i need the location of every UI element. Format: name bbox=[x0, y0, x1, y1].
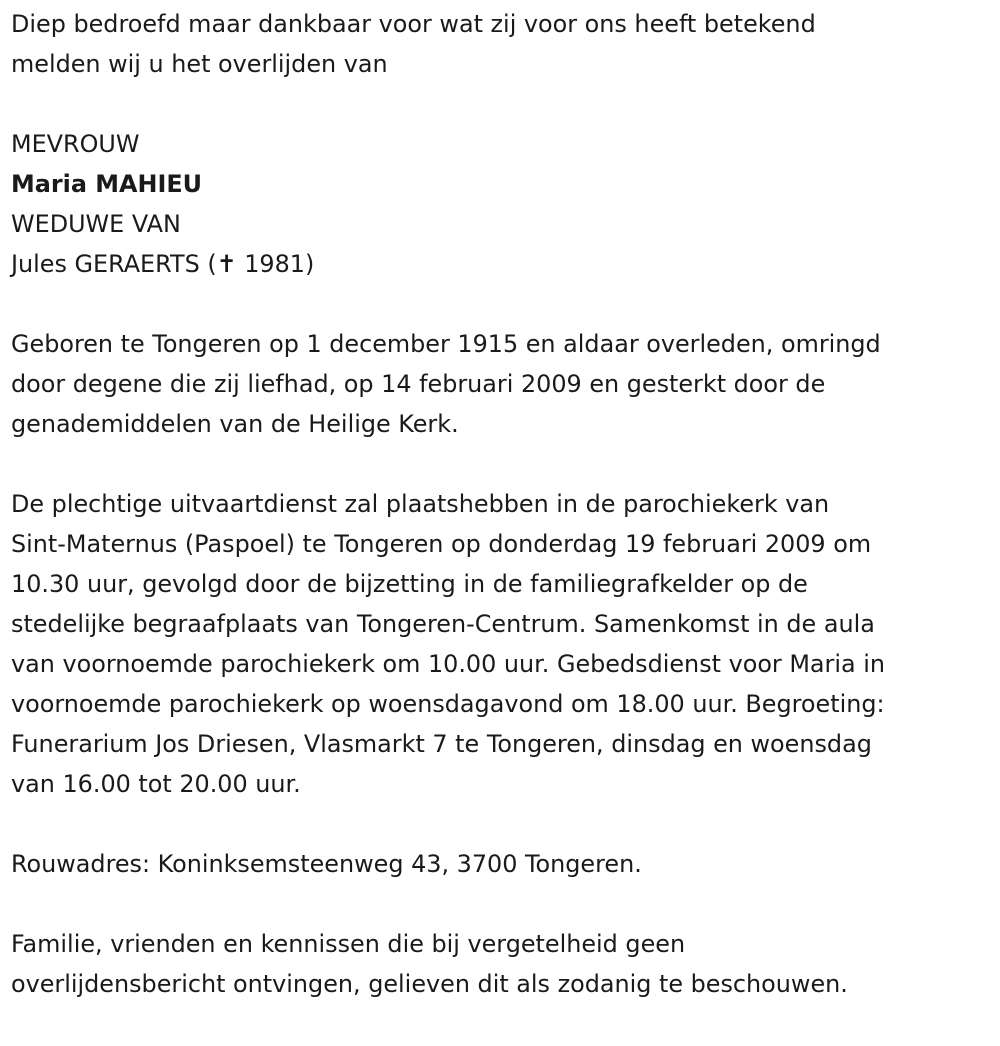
paragraph-line: voornoemde parochiekerk op woensdagavond om 18.00 uur. Begroeting: bbox=[11, 690, 885, 718]
spacer bbox=[11, 284, 996, 324]
salutation: MEVROUW bbox=[11, 130, 140, 158]
paragraph-line: van 16.00 tot 20.00 uur. bbox=[11, 770, 301, 798]
paragraph-line: van voornoemde parochiekerk om 10.00 uur. Gebedsdienst voor Maria in bbox=[11, 650, 885, 678]
paragraph-line: Sint-Maternus (Paspoel) te Tongeren op donderdag 19 februari 2009 om bbox=[11, 530, 872, 558]
paragraph-line: overlijdensbericht ontvingen, gelieven dit als zodanig te beschouwen. bbox=[11, 970, 848, 998]
spacer bbox=[11, 444, 996, 484]
mourning-address: Rouwadres: Koninksemsteenweg 43, 3700 Tongeren. bbox=[11, 850, 642, 878]
paragraph-line: Geboren te Tongeren op 1 december 1915 en aldaar overleden, omringd bbox=[11, 330, 881, 358]
widow-of-label: WEDUWE VAN bbox=[11, 210, 181, 238]
paragraph-line: Familie, vrienden en kennissen die bij vergetelheid geen bbox=[11, 930, 686, 958]
spacer bbox=[11, 884, 996, 924]
paragraph-line: genademiddelen van de Heilige Kerk. bbox=[11, 410, 459, 438]
paragraph-line: Funerarium Jos Driesen, Vlasmarkt 7 te Tongeren, dinsdag en woensdag bbox=[11, 730, 872, 758]
obituary-notice bbox=[11, 4, 996, 1004]
deceased-name: Maria MAHIEU bbox=[11, 170, 203, 198]
spacer bbox=[11, 84, 996, 124]
paragraph-line: 10.30 uur, gevolgd door de bijzetting in de familiegrafkelder op de bbox=[11, 570, 808, 598]
deceased-block bbox=[11, 124, 996, 284]
funeral-paragraph bbox=[11, 484, 996, 804]
intro-paragraph bbox=[11, 4, 996, 84]
address-paragraph bbox=[11, 844, 996, 884]
spacer bbox=[11, 804, 996, 844]
paragraph-line: stedelijke begraafplaats van Tongeren-Centrum. Samenkomst in de aula bbox=[11, 610, 875, 638]
intro-line: Diep bedroefd maar dankbaar voor wat zij voor ons heeft betekend bbox=[11, 10, 816, 38]
intro-line: melden wij u het overlijden van bbox=[11, 50, 388, 78]
paragraph-line: De plechtige uitvaartdienst zal plaatshebben in de parochiekerk van bbox=[11, 490, 830, 518]
closing-paragraph bbox=[11, 924, 996, 1004]
birth-death-paragraph bbox=[11, 324, 996, 444]
spouse-name: Jules GERAERTS (✝ 1981) bbox=[11, 250, 315, 278]
paragraph-line: door degene die zij liefhad, op 14 februari 2009 en gesterkt door de bbox=[11, 370, 826, 398]
